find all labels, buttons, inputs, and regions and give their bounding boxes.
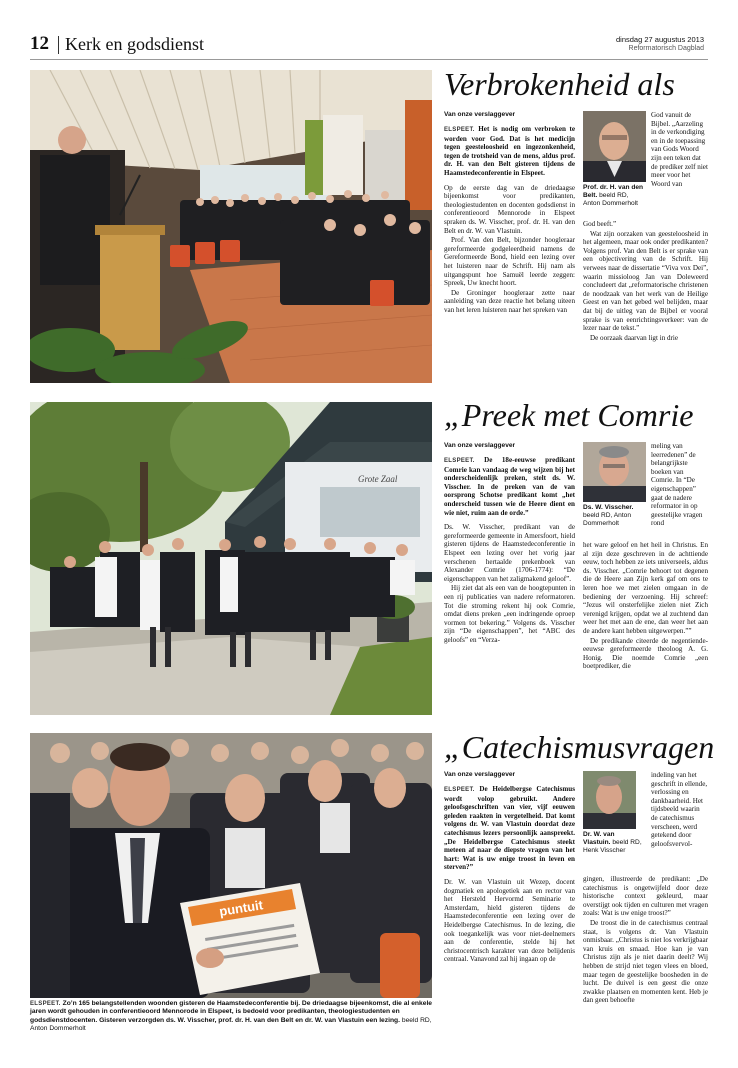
- lecture-hall-image: [30, 70, 432, 383]
- article2-side-text: meling van leerredenen” de belangrijkste boeken van Comrie. In “De eigenschappen” gaat de nadere reformator in op geestelijke vragen rond: [651, 442, 703, 528]
- page-number: 12: [30, 33, 49, 54]
- article3-column2: gingen, illustreerde de predikant: „De catechismus is ongetwijfeld door deze historische context gekleurd, maar overstijgt ook tijden en culturen met vragen zoals: Wat is uw enige troost?” De troost die in de catechismus centraal staat, is volgens dr. Van Vlastuin onmisbaar. „Christus is niet los verkrijgbaar van kruis en smaad. Hoe kan je van Christus zijn als je niet daarin deelt? Wij hebben de strijd niet tegen vlees en bloed, maar tegen de geestelijke boosheden in de lucht. De duivel is een geest die onze zwakke plaatsen en momenten kent. Heb je dan geen behoefte: [583, 875, 708, 1005]
- newspaper-title: puntuit: [218, 897, 264, 919]
- header-rule: [30, 59, 708, 60]
- portrait-image: [583, 111, 646, 182]
- article3-column1: [444, 771, 575, 965]
- article2-lead: ELSPEET. De 18e-eeuwse predikant Comrie kan vandaag de weg wijzen bij het onderscheidenlijk preken, stelt ds. W. Visscher. In de preken van de van oorsprong Schotse predikant komt „het onderscheid tussen wie de Heere dient en wie niet, ruim aan de orde.”: [444, 456, 575, 517]
- portrait-van-den-belt: [583, 111, 646, 182]
- portrait-visscher: [583, 442, 646, 502]
- article2-portrait-caption: Ds. W. Visscher. beeld RD, Anton Dommerholt: [583, 504, 634, 527]
- article3-side-text: indeling van het geschrift in ellende, verlossing en dankbaarheid. Het tijdsbeeld waarin de catechismus verscheen, werd getekend door geloofsvervol-: [651, 771, 708, 848]
- article2-paragraph: Ds. W. Visscher, predikant van de gereformeerde gemeente in Amersfoort, hield gisteren tijdens de Haamstedeconferentie in Elspeet een lezing over het vorig jaar verschenen hertaalde prekenboek van Alexander Comrie (1706-1774): “De eigenschappen van het zaligmakend geloof”.: [444, 523, 575, 583]
- issue-date: dinsdag 27 augustus 2013: [616, 35, 704, 44]
- article2-body: [444, 456, 575, 644]
- article2-column1: [444, 442, 575, 645]
- audience-image: [30, 733, 432, 998]
- section-title: Kerk en godsdienst: [65, 34, 204, 54]
- article3-paragraph: Dr. W. van Vlastuin uit Wezep, docent dogmatiek en apologetiek aan en rector van het Hersteld Hervormd Seminarie te Amsterdam, hield gisteren tijdens de Haamstedeconferentie een lezing over de Heidelbergse Catechismus. In de lezing, die ook toegankelijk was voor niet-deelnemers aan de conferentie, stelde hij het christocentrisch karakter van deze belijdenis centraal. Vanavond zal hij ingaan op de: [444, 877, 575, 964]
- portrait-image: [583, 442, 646, 502]
- article1-lead: ELSPEET. Het is nodig om verbroken te worden voor God. Dat is het medicijn tegen geesteloosheid en ingezonkenheid, tegen de trotsheid van de mens, aldus prof. dr. H. van den Belt gisteren tijdens de Haamstedeconferentie in Elspeet.: [444, 125, 575, 177]
- building-sign: Grote Zaal: [358, 474, 398, 484]
- photo3-caption: ELSPEET. Zo’n 165 belangstellenden woonden gisteren de Haamstedeconferentie bij. De driedaagse bijeenkomst, die al enkele jaren wordt gehouden in conferentieoord Mennorode in Elspeet, is bedoeld voor predikanten, theologiestudenten en godsdienstdocenten. Gisteren verzorgden ds. W. Visscher, prof. dr. H. van den Belt en dr. W. van Vlastuin een lezing. beeld RD, Anton Dommerholt: [30, 1000, 433, 1032]
- newspaper-name: Reformatorisch Dagblad: [628, 45, 704, 52]
- photo-gathering-outside: [30, 402, 432, 715]
- article2-headline: „Preek met Comrie: [444, 397, 694, 433]
- portrait-image: [583, 771, 636, 829]
- photo-conference-lecture: [30, 70, 432, 383]
- article3-headline: „Catechismusvragen: [444, 729, 715, 765]
- article1-paragraph: Op de eerste dag van de driedaagse bijeenkomst voor predikanten, theologiestudenten en docenten godsdienst in conferentieoord Mennorode in Elspeet spraken ds. W. Visscher, prof. dr. H. van den Belt en dr. W. van Vlastuin.: [444, 183, 575, 235]
- article2-byline: Van onze verslaggever: [444, 442, 516, 449]
- outdoor-crowd-image: [30, 402, 432, 715]
- article3-lead: ELSPEET. De Heidelbergse Catechismus wordt volop gebruikt. Andere geloofsgeschriften van vier, vijf eeuwen geleden raakten in vergetelheid. Dat komt volgens dr. W. van Vlastuin doordat deze catechismus lezers persoonlijk aanspreekt. „De Heidelbergse Catechismus steekt meteen af naar de diepste vragen van het hart: Wat is uw enige troost in leven en sterven?”: [444, 785, 575, 872]
- page-header: [30, 33, 710, 59]
- article1-side-text: God vanuit de Bijbel. „Aarzeling in de verkondiging en in de toepassing van Gods Woord zijn een teken dat de prediker zelf niet meer voor het Woord van: [651, 111, 708, 188]
- article3-byline: Van onze verslaggever: [444, 771, 516, 778]
- article1-headline: Verbrokenheid als: [444, 66, 675, 102]
- article3-portrait-caption: Dr. W. van Vlastuin. beeld RD, Henk Visscher: [583, 831, 642, 854]
- article1-paragraph: De Groninger hoogleraar zette naar aanleiding van deze reactie het belang uiteen van het leren luisteren naar het spreken van: [444, 288, 575, 314]
- article1-body: [444, 125, 575, 314]
- article2-paragraph: Hij ziet dat als een van de hoogtepunten in een rij publicaties van nadere reformatoren. Tot die stroming rekent hij ook Comrie, omdat diens preken „een indringende oproep vormen tot bekering.” Volgens ds. Visscher zijn “De eigenschappen”, het “ABC des geloofs” en “Verza-: [444, 584, 575, 644]
- portrait-van-vlastuin: [583, 771, 636, 829]
- article1-byline: Van onze verslaggever: [444, 111, 516, 118]
- article1-paragraph: Prof. Van den Belt, bijzonder hoogleraar gereformeerde godgeleerdheid namens de Gereformeerde Bond, hield een lezing over het luisteren naar de Schrift. Hij nam als uitgangspunt hoe Samuël leerde zeggen: Spreek, Uw knecht hoort.: [444, 236, 575, 288]
- article1-portrait-caption: Prof. dr. H. van den Belt. beeld RD, Anton Dommerholt: [583, 184, 644, 207]
- photo-audience-reading: [30, 733, 432, 998]
- article2-column2: het ware geloof en het heil in Christus. En al zijn deze geschreven in de achttiende eeuw, toch hebben ze iets universeels, aldus ds. Visscher. „Comrie behoort tot degenen die de Heere aan Zijn kerk gaf om ons te leren hoe we met zielen omgaan in de bediening der verzoening. Hij schreef: “Jezus wil onsterfelijke zielen niet Zich verenigd krijgen, opdat we al zuchtend dan weer het met aan de ene, dan weer het aan de andere kant hebben uitgewerpen.”” De predikande citeerde de negentiende-eeuwse gereformeerde theoloog A. G. Honig. Die noemde Comrie „een boetprediker, die: [583, 541, 708, 671]
- article3-body: [444, 785, 575, 964]
- article1-column2: God beeft.” Wat zijn oorzaken van geesteloosheid in het algemeen, maar ook onder predikanten? Volgens prof. Van den Belt is er sprake van een objectivering van de Schrift. Hij verwees naar de dissertatie “Viva vox Dei”, waarin missioloog Jan van Doleweerd concludeert dat „reformatorische christenen de noodzaak van het werk van de Heilige Geest en van het gebed wel belijden, maar dat bij de uitleg van de Bijbel er vooral sprake is van eenrichtingsverkeer: van de lezer naar de tekst.” De oorzaak daarvan ligt in drie: [583, 220, 708, 342]
- article1-column1: [444, 111, 575, 315]
- header-divider: [58, 36, 59, 54]
